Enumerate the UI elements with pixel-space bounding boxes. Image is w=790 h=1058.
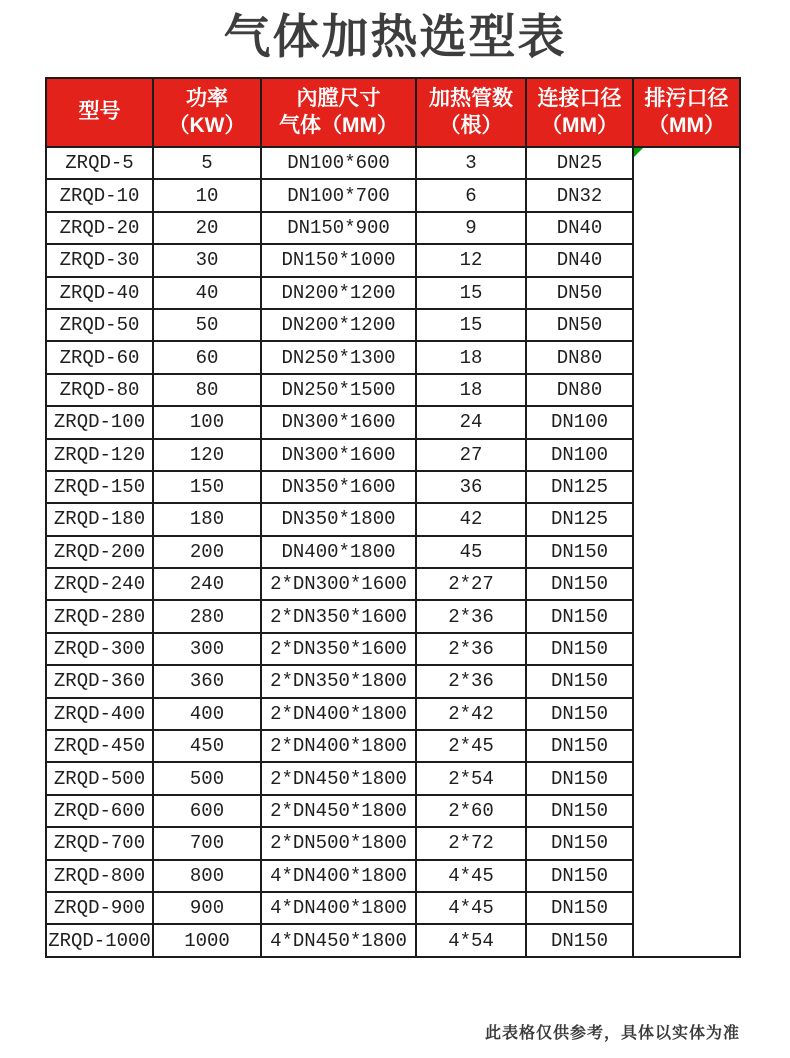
spec-table-body <box>46 147 740 957</box>
table-cell: ZRQD-700 <box>46 827 153 859</box>
table-cell: 450 <box>153 730 261 762</box>
table-cell: 60 <box>153 341 261 373</box>
table-cell: DN150 <box>526 860 633 892</box>
table-cell: 18 <box>416 341 526 373</box>
table-cell: ZRQD-360 <box>46 665 153 697</box>
table-cell: ZRQD-20 <box>46 212 153 244</box>
table-cell: 50 <box>153 309 261 341</box>
column-header-3 <box>416 78 526 147</box>
table-cell: ZRQD-450 <box>46 730 153 762</box>
table-cell: ZRQD-800 <box>46 860 153 892</box>
spec-table <box>45 77 741 958</box>
table-cell: DN350*1600 <box>261 471 416 503</box>
table-cell: 30 <box>153 244 261 276</box>
table-cell: ZRQD-80 <box>46 374 153 406</box>
table-cell: 100 <box>153 406 261 438</box>
green-triangle-icon <box>634 148 643 157</box>
table-cell: ZRQD-400 <box>46 698 153 730</box>
column-header-line: （根） <box>439 113 503 137</box>
table-cell: 40 <box>153 277 261 309</box>
table-cell: ZRQD-600 <box>46 795 153 827</box>
table-cell: DN125 <box>526 471 633 503</box>
table-cell: 4*45 <box>416 892 526 924</box>
table-cell: 24 <box>416 406 526 438</box>
table-cell: DN400*1800 <box>261 536 416 568</box>
table-cell: DN150 <box>526 924 633 956</box>
table-cell: 4*DN400*1800 <box>261 860 416 892</box>
footnote: 此表格仅供参考，具体以实体为准 <box>484 1025 740 1042</box>
table-cell: 280 <box>153 600 261 632</box>
table-cell: 800 <box>153 860 261 892</box>
table-cell: 20 <box>153 212 261 244</box>
table-cell: ZRQD-50 <box>46 309 153 341</box>
column-header-line: 气体（MM） <box>279 113 398 137</box>
table-cell: 4*DN400*1800 <box>261 892 416 924</box>
page-title: 气体加热选型表 <box>223 10 567 63</box>
table-cell: 500 <box>153 762 261 794</box>
table-cell: 15 <box>416 277 526 309</box>
table-cell: 200 <box>153 536 261 568</box>
table-cell: DN80 <box>526 374 633 406</box>
column-header-line: 型号 <box>78 100 121 124</box>
table-cell: 600 <box>153 795 261 827</box>
column-header-line: 加热管数 <box>429 87 513 111</box>
table-cell: DN40 <box>526 244 633 276</box>
column-header-line: 功率 <box>186 87 228 111</box>
table-cell: 42 <box>416 503 526 535</box>
table-cell: 12 <box>416 244 526 276</box>
table-cell: 2*DN350*1600 <box>261 633 416 665</box>
table-cell: DN150 <box>526 795 633 827</box>
column-header-1 <box>153 78 261 147</box>
table-cell: 2*27 <box>416 568 526 600</box>
column-header-line: 內膛尺寸 <box>296 87 381 111</box>
table-cell: DN150 <box>526 730 633 762</box>
table-cell: 120 <box>153 439 261 471</box>
table-cell: ZRQD-150 <box>46 471 153 503</box>
table-cell: 2*DN350*1600 <box>261 600 416 632</box>
table-cell: ZRQD-30 <box>46 244 153 276</box>
column-header-4 <box>526 78 633 147</box>
column-header-2 <box>261 78 416 147</box>
table-cell: ZRQD-40 <box>46 277 153 309</box>
table-cell: DN200*1200 <box>261 309 416 341</box>
table-cell: DN150 <box>526 665 633 697</box>
table-cell: DN150 <box>526 536 633 568</box>
table-cell: 15 <box>416 309 526 341</box>
table-cell: ZRQD-200 <box>46 536 153 568</box>
table-cell: ZRQD-500 <box>46 762 153 794</box>
table-cell: DN350*1800 <box>261 503 416 535</box>
table-cell: DN150*1000 <box>261 244 416 276</box>
table-cell: ZRQD-120 <box>46 439 153 471</box>
table-cell: DN125 <box>526 503 633 535</box>
table-cell: 240 <box>153 568 261 600</box>
table-cell: 900 <box>153 892 261 924</box>
table-cell: ZRQD-1000 <box>46 924 153 956</box>
table-cell: 2*DN350*1800 <box>261 665 416 697</box>
column-header-line: 连接口径 <box>537 87 622 111</box>
table-cell: 700 <box>153 827 261 859</box>
table-cell: DN32 <box>526 179 633 211</box>
table-cell: 180 <box>153 503 261 535</box>
table-cell: 2*36 <box>416 600 526 632</box>
drain-diameter-merged-cell <box>633 147 740 957</box>
table-row <box>46 147 740 179</box>
table-cell: 4*DN450*1800 <box>261 924 416 956</box>
column-header-line: （MM） <box>648 113 725 137</box>
table-cell: 2*DN500*1800 <box>261 827 416 859</box>
spec-table-header <box>46 78 740 147</box>
table-cell: 2*45 <box>416 730 526 762</box>
table-cell: DN40 <box>526 212 633 244</box>
column-header-line: （KW） <box>168 113 246 137</box>
table-cell: DN50 <box>526 277 633 309</box>
table-cell: 5 <box>153 147 261 179</box>
table-cell: DN25 <box>526 147 633 179</box>
table-cell: DN150*900 <box>261 212 416 244</box>
table-cell: DN150 <box>526 892 633 924</box>
column-header-0 <box>46 78 153 147</box>
table-cell: 3 <box>416 147 526 179</box>
table-cell: 2*DN450*1800 <box>261 795 416 827</box>
table-cell: ZRQD-300 <box>46 633 153 665</box>
column-header-5 <box>633 78 740 147</box>
table-cell: 9 <box>416 212 526 244</box>
table-cell: 18 <box>416 374 526 406</box>
table-cell: 2*36 <box>416 665 526 697</box>
header-row <box>46 78 740 147</box>
table-cell: DN150 <box>526 600 633 632</box>
table-cell: 4*45 <box>416 860 526 892</box>
table-cell: 2*DN400*1800 <box>261 730 416 762</box>
table-cell: ZRQD-5 <box>46 147 153 179</box>
table-cell: 6 <box>416 179 526 211</box>
table-cell: 36 <box>416 471 526 503</box>
table-cell: 360 <box>153 665 261 697</box>
table-cell: ZRQD-240 <box>46 568 153 600</box>
table-cell: DN150 <box>526 633 633 665</box>
table-cell: 4*54 <box>416 924 526 956</box>
table-cell: 2*DN450*1800 <box>261 762 416 794</box>
table-cell: 10 <box>153 179 261 211</box>
table-cell: 1000 <box>153 924 261 956</box>
table-cell: DN250*1300 <box>261 341 416 373</box>
table-cell: DN100*600 <box>261 147 416 179</box>
table-cell: 150 <box>153 471 261 503</box>
table-cell: ZRQD-180 <box>46 503 153 535</box>
table-cell: DN80 <box>526 341 633 373</box>
table-cell: DN100 <box>526 439 633 471</box>
table-cell: ZRQD-280 <box>46 600 153 632</box>
table-cell: DN300*1600 <box>261 406 416 438</box>
table-cell: 400 <box>153 698 261 730</box>
table-cell: 300 <box>153 633 261 665</box>
table-cell: DN100 <box>526 406 633 438</box>
table-cell: DN150 <box>526 827 633 859</box>
table-cell: ZRQD-100 <box>46 406 153 438</box>
table-cell: 2*42 <box>416 698 526 730</box>
table-cell: 2*72 <box>416 827 526 859</box>
table-cell: DN50 <box>526 309 633 341</box>
table-cell: DN200*1200 <box>261 277 416 309</box>
column-header-line: 排污口径 <box>644 87 729 111</box>
table-cell: ZRQD-900 <box>46 892 153 924</box>
table-cell: ZRQD-60 <box>46 341 153 373</box>
table-cell: 2*DN300*1600 <box>261 568 416 600</box>
table-cell: 80 <box>153 374 261 406</box>
table-cell: DN250*1500 <box>261 374 416 406</box>
table-cell: 2*DN400*1800 <box>261 698 416 730</box>
column-header-line: （MM） <box>541 113 618 137</box>
table-cell: 2*60 <box>416 795 526 827</box>
table-cell: DN100*700 <box>261 179 416 211</box>
table-cell: 27 <box>416 439 526 471</box>
table-cell: 2*54 <box>416 762 526 794</box>
table-cell: 2*36 <box>416 633 526 665</box>
table-cell: DN150 <box>526 762 633 794</box>
table-cell: 45 <box>416 536 526 568</box>
table-cell: DN150 <box>526 698 633 730</box>
table-cell: DN300*1600 <box>261 439 416 471</box>
table-cell: ZRQD-10 <box>46 179 153 211</box>
table-cell: DN150 <box>526 568 633 600</box>
